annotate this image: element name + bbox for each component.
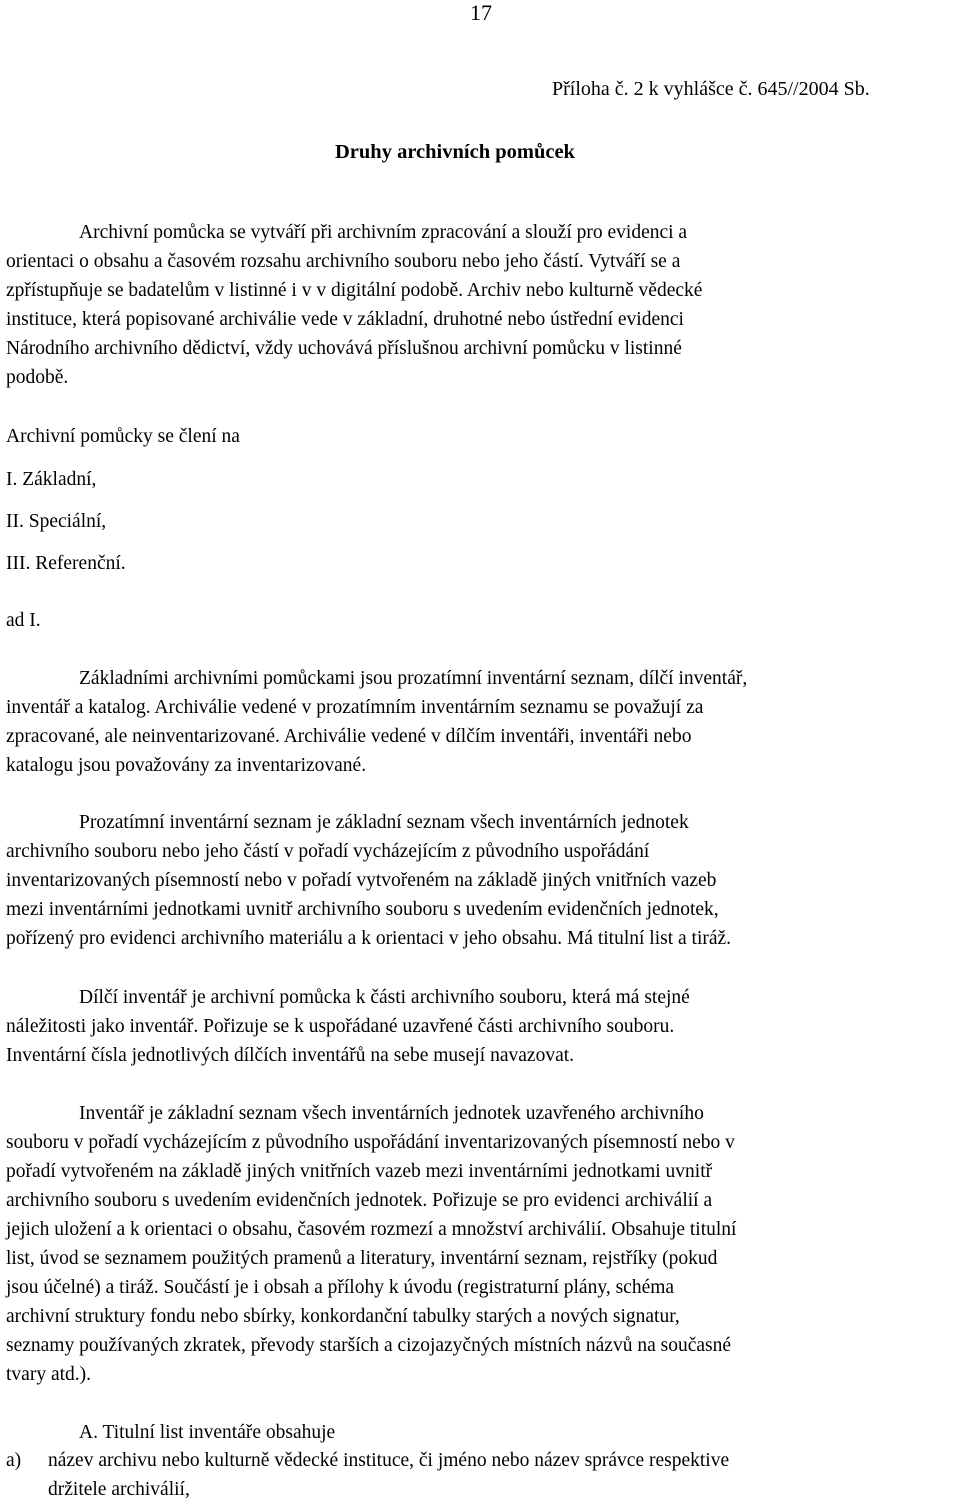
text-line: mezi inventárními jednotkami uvnitř archivního souboru s uvedením evidenčních jednotek, — [6, 899, 719, 920]
text-line: jsou účelné) a tiráž. Součástí je i obsah a přílohy k úvodu (registraturní plány, schéma — [6, 1277, 675, 1298]
text-line: Prozatímní inventární seznam je základní seznam všech inventárních jednotek — [79, 812, 689, 833]
division-intro: Archivní pomůcky se člení na — [6, 426, 240, 447]
text-line: inventarizovaných písemností nebo v pořadí vytvořeném na základě jiných vnitřních vazeb — [6, 870, 717, 891]
list-item — [48, 1446, 958, 1504]
text-line: jejich uložení a k orientaci o obsahu, časovém rozmezí a množství archiválií. Obsahuje titulní — [6, 1219, 737, 1240]
text-line: podobě. — [6, 367, 69, 388]
page-number: 17 — [470, 0, 492, 25]
text-line: Základními archivními pomůckami jsou prozatímní inventární seznam, dílčí inventář, — [79, 668, 748, 689]
partial-inventory-paragraph — [6, 983, 956, 1070]
list-item-marker: a) — [6, 1450, 22, 1471]
title-page-subheading: A. Titulní list inventáře obsahuje — [79, 1422, 336, 1443]
text-line: katalogu jsou považovány za inventarizované. — [6, 755, 367, 776]
text-line: držitele archiválií, — [48, 1479, 190, 1500]
text-line: pořízený pro evidenci archivního materiálu a k orientaci v jeho obsahu. Má titulní list a tiráž. — [6, 928, 732, 949]
text-line: zpřístupňuje se badatelům v listinné i v v digitální podobě. Archiv nebo kulturně vědecké — [6, 280, 703, 301]
section-ad-heading: ad I. — [6, 610, 41, 631]
intro-paragraph — [6, 218, 956, 392]
document-title: Druhy archivních pomůcek — [335, 141, 575, 163]
annex-reference: Příloha č. 2 k vyhlášce č. 645//2004 Sb. — [552, 78, 870, 100]
basic-aids-paragraph — [6, 664, 956, 780]
text-line: název archivu nebo kulturně vědecké instituce, či jméno nebo název správce respektive — [48, 1450, 730, 1471]
text-line: tvary atd.). — [6, 1364, 92, 1385]
text-line: souboru v pořadí vycházejícím z původního uspořádání inventarizovaných písemností nebo v — [6, 1132, 735, 1153]
text-line: Inventář je základní seznam všech inventárních jednotek uzavřeného archivního — [79, 1103, 704, 1124]
division-item-reference: III. Referenční. — [6, 553, 126, 574]
text-line: Národního archivního dědictví, vždy uchovává příslušnou archivní pomůcku v listinné — [6, 338, 682, 359]
provisional-list-paragraph — [6, 808, 956, 953]
text-line: zpracované, ale neinventarizované. Archiválie vedené v dílčím inventáři, inventáři nebo — [6, 726, 692, 747]
text-line: archivní struktury fondu nebo sbírky, konkordanční tabulky starých a nových signatur, — [6, 1306, 680, 1327]
text-line: archivního souboru s uvedením evidenčních jednotek. Pořizuje se pro evidenci archiválií a — [6, 1190, 713, 1211]
text-line: seznamy používaných zkratek, převody starších a cizojazyčných místních názvů na současné — [6, 1335, 732, 1356]
text-line: Archivní pomůcka se vytváří při archivním zpracování a slouží pro evidenci a — [79, 222, 688, 243]
text-line: Dílčí inventář je archivní pomůcka k části archivního souboru, která má stejné — [79, 987, 690, 1008]
text-line: instituce, která popisované archiválie vede v základní, druhotné nebo ústřední evidenci — [6, 309, 684, 330]
inventory-paragraph — [6, 1099, 956, 1389]
text-line: Inventární čísla jednotlivých dílčích inventářů na sebe musejí navazovat. — [6, 1045, 575, 1066]
text-line: archivního souboru nebo jeho částí v pořadí vycházejícím z původního uspořádání — [6, 841, 650, 862]
text-line: list, úvod se seznamem použitých pramenů a literatury, inventární seznam, rejstříky (pokud — [6, 1248, 718, 1269]
text-line: pořadí vytvořeném na základě jiných vnitřních vazeb mezi inventárními jednotkami uvnitř — [6, 1161, 713, 1182]
text-line: inventář a katalog. Archiválie vedené v prozatímním inventárním seznamu se považují za — [6, 697, 704, 718]
division-item-basic: I. Základní, — [6, 469, 97, 490]
text-line: náležitosti jako inventář. Pořizuje se k uspořádané uzavřené části archivního souboru. — [6, 1016, 675, 1037]
division-item-special: II. Speciální, — [6, 511, 107, 532]
text-line: orientaci o obsahu a časovém rozsahu archivního souboru nebo jeho částí. Vytváří se a — [6, 251, 681, 272]
